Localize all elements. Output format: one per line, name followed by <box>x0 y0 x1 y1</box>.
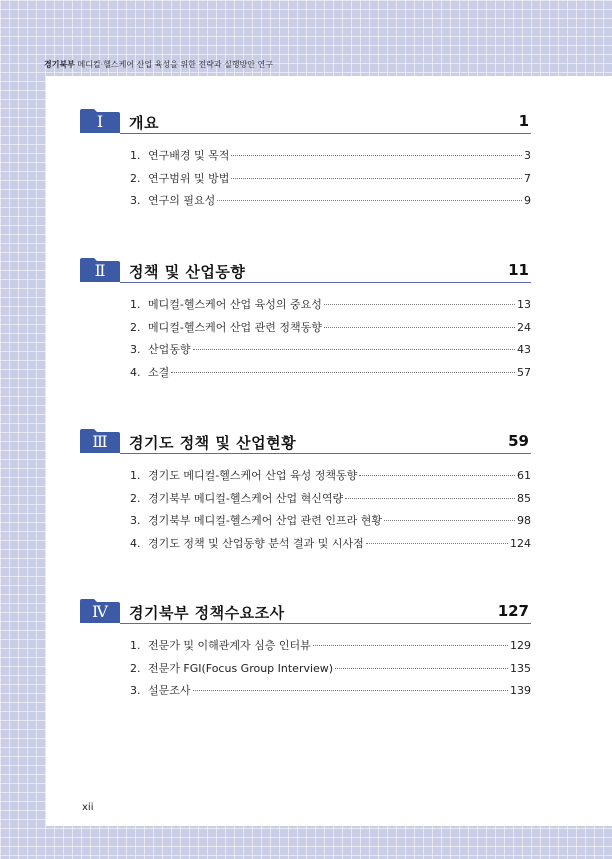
chapter-rule <box>120 623 531 624</box>
item-number: 3. <box>130 684 141 698</box>
item-page-number: 129 <box>510 639 531 652</box>
toc-item-list <box>120 296 531 387</box>
page-folio: xii <box>82 802 94 813</box>
item-number: 3. <box>130 343 141 357</box>
item-page-number: 139 <box>510 684 531 698</box>
item-page-number: 85 <box>517 491 531 505</box>
chapter-heading[interactable] <box>80 429 531 455</box>
dot-leader <box>313 645 508 646</box>
dot-leader <box>193 690 508 691</box>
chapter-page-number: 1 <box>518 112 529 130</box>
item-page-number: 24 <box>517 320 531 334</box>
toc-item[interactable] <box>120 467 531 490</box>
item-label: 경기북부 메디컬-헬스케어 산업 혁신역량 <box>148 491 344 505</box>
dot-leader <box>384 520 515 521</box>
item-page-number: 135 <box>510 661 531 675</box>
item-page-number: 43 <box>517 343 531 357</box>
dot-leader <box>324 327 515 328</box>
item-number: 2. <box>130 661 141 675</box>
item-number: 2. <box>130 171 141 185</box>
item-number: 2. <box>130 491 141 505</box>
toc-item[interactable] <box>120 512 531 535</box>
toc-item[interactable] <box>120 296 531 319</box>
toc-item[interactable] <box>120 535 531 558</box>
item-label: 연구범위 및 방법 <box>148 171 230 185</box>
chapter-heading[interactable] <box>80 599 531 625</box>
item-number: 1. <box>130 469 141 482</box>
chapter-numeral: Ⅱ <box>94 261 106 280</box>
chapter-rule <box>120 453 531 454</box>
dot-leader <box>193 349 515 350</box>
running-header <box>44 59 273 70</box>
running-header-title: 메디컬·헬스케어 산업 육성을 위한 전략과 실행방안 연구 <box>74 60 274 69</box>
item-number: 2. <box>130 320 141 334</box>
dot-leader <box>345 498 515 499</box>
running-header-bold: 경기북부 <box>44 60 75 69</box>
folder-tab-icon <box>80 599 120 623</box>
chapter-page-number: 127 <box>497 602 529 620</box>
chapter-3 <box>80 429 531 551</box>
item-page-number: 124 <box>510 537 531 551</box>
toc-item-list <box>120 467 531 558</box>
item-page-number: 61 <box>517 469 531 482</box>
chapter-numeral: Ⅳ <box>92 602 108 621</box>
chapter-4 <box>80 599 531 698</box>
chapter-title: 경기도 정책 및 산업현황 <box>129 434 297 452</box>
chapter-page-number: 11 <box>508 261 529 279</box>
dot-leader <box>324 304 515 305</box>
toc-item[interactable] <box>120 490 531 513</box>
chapter-title: 경기북부 정책수요조사 <box>129 604 285 622</box>
toc-page <box>46 76 612 826</box>
chapter-2 <box>80 258 531 380</box>
chapter-page-number: 59 <box>508 432 529 450</box>
item-number: 1. <box>130 639 141 652</box>
item-page-number: 98 <box>517 514 531 528</box>
item-label: 소결 <box>148 366 170 380</box>
item-label: 연구의 필요성 <box>148 194 216 208</box>
item-number: 1. <box>130 298 141 311</box>
toc-item-list <box>120 637 531 705</box>
toc-item[interactable] <box>120 192 531 215</box>
item-label: 경기도 메디컬-헬스케어 산업 육성 정책동향 <box>148 469 358 482</box>
item-page-number: 13 <box>517 298 531 311</box>
item-page-number: 57 <box>517 366 531 380</box>
item-label: 경기도 정책 및 산업동향 분석 결과 및 시사점 <box>148 537 364 551</box>
folder-tab-icon <box>80 429 120 453</box>
chapter-numeral: Ⅰ <box>96 112 104 131</box>
chapter-title: 정책 및 산업동향 <box>129 263 246 281</box>
item-label: 전문가 FGI(Focus Group Interview) <box>148 661 334 675</box>
dot-leader <box>231 155 522 156</box>
item-label: 설문조사 <box>148 684 191 698</box>
toc-item[interactable] <box>120 147 531 170</box>
chapter-rule <box>120 133 531 134</box>
item-label: 메디컬-헬스케어 산업 육성의 중요성 <box>148 298 322 311</box>
toc-item[interactable] <box>120 170 531 193</box>
item-page-number: 3 <box>524 149 531 162</box>
item-number: 4. <box>130 537 141 551</box>
dot-leader <box>171 372 515 373</box>
chapter-heading[interactable] <box>80 109 531 135</box>
item-number: 4. <box>130 366 141 380</box>
chapter-heading[interactable] <box>80 258 531 284</box>
folder-tab-icon <box>80 109 120 133</box>
item-number: 1. <box>130 149 141 162</box>
toc-item-list <box>120 147 531 215</box>
dot-leader <box>366 543 508 544</box>
item-number: 3. <box>130 194 141 208</box>
toc-item[interactable] <box>120 637 531 660</box>
item-label: 전문가 및 이해관계자 심층 인터뷰 <box>148 639 311 652</box>
item-label: 산업동향 <box>148 343 191 357</box>
toc-item[interactable] <box>120 364 531 387</box>
item-label: 경기북부 메디컬-헬스케어 산업 관련 인프라 현황 <box>148 514 382 528</box>
folder-tab-icon <box>80 258 120 282</box>
chapter-1 <box>80 109 531 208</box>
toc-item[interactable] <box>120 660 531 683</box>
toc-item[interactable] <box>120 682 531 705</box>
item-page-number: 9 <box>524 194 531 208</box>
toc-item[interactable] <box>120 341 531 364</box>
item-label: 연구배경 및 목적 <box>148 149 230 162</box>
chapter-title: 개요 <box>129 114 159 132</box>
chapter-numeral: Ⅲ <box>92 432 108 451</box>
dot-leader <box>217 200 522 201</box>
dot-leader <box>231 178 522 179</box>
item-page-number: 7 <box>524 171 531 185</box>
chapter-rule <box>120 282 531 283</box>
dot-leader <box>335 668 508 669</box>
item-label: 메디컬-헬스케어 산업 관련 정책동향 <box>148 320 322 334</box>
dot-leader <box>359 475 515 476</box>
toc-item[interactable] <box>120 319 531 342</box>
item-number: 3. <box>130 514 141 528</box>
